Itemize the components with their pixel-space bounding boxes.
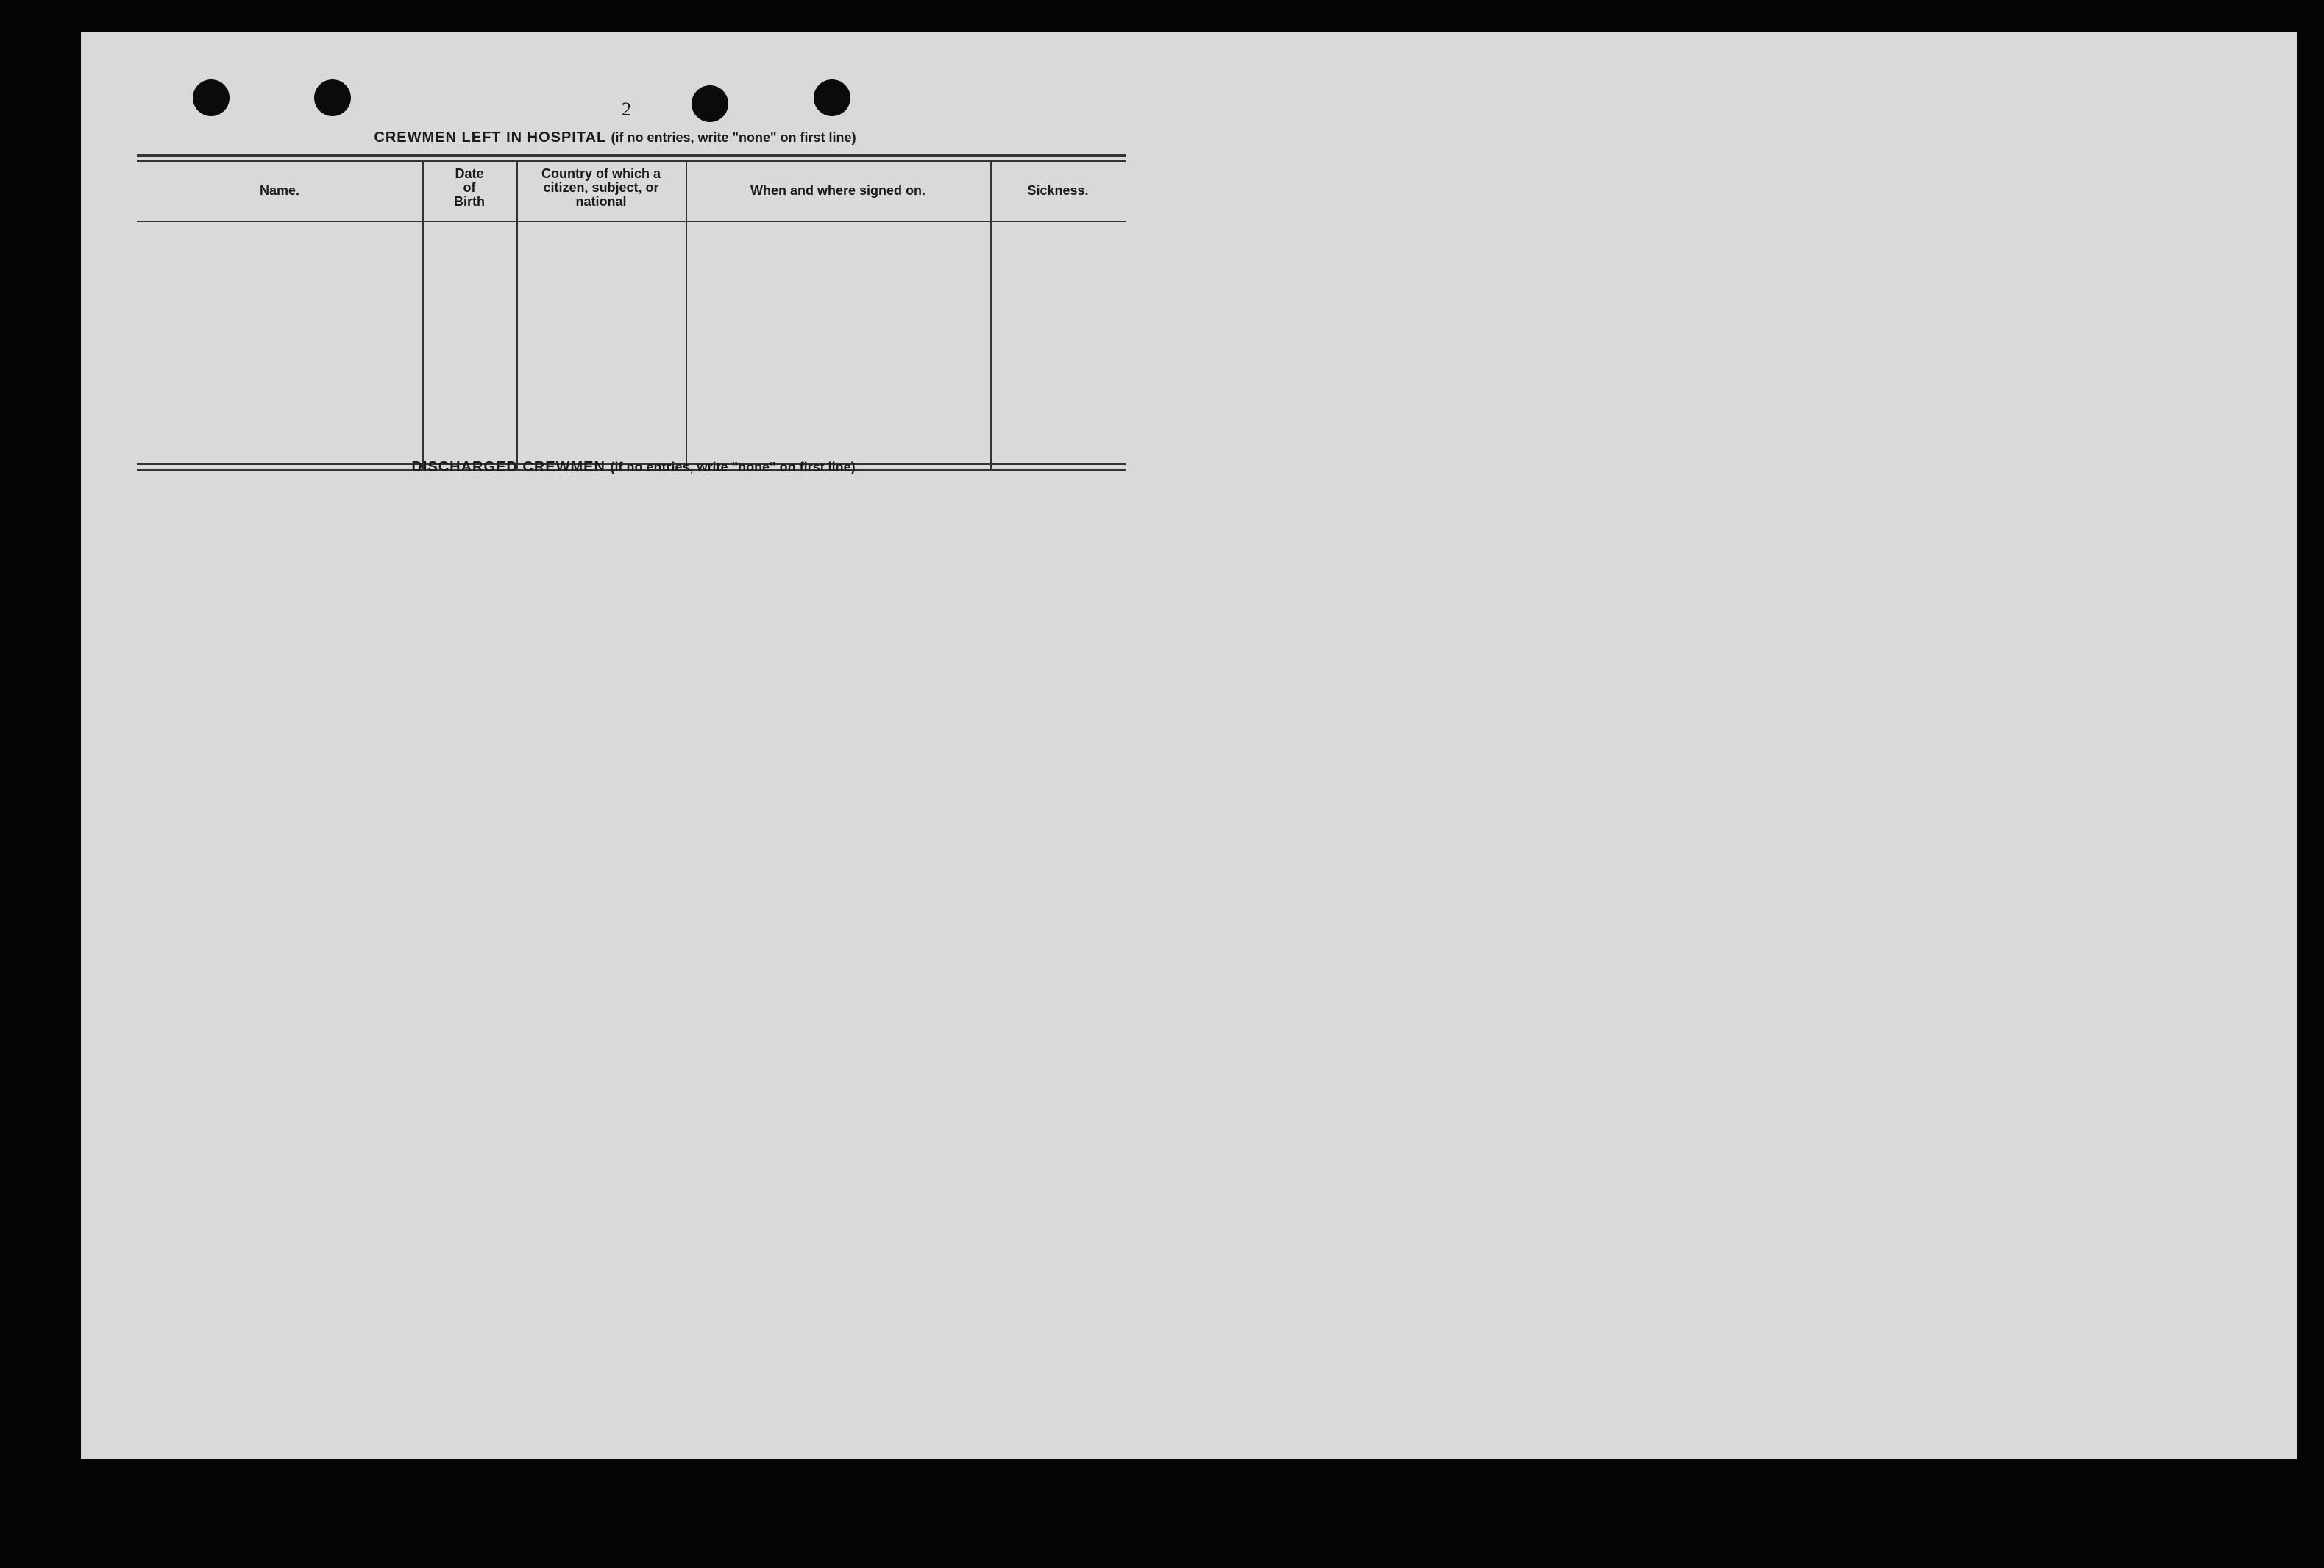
discharged-section-title (137, 459, 1130, 476)
section-title-text: CREWMEN LEFT IN HOSPITAL (374, 129, 606, 146)
hospital-section-title (137, 129, 1093, 146)
section-title-note: (if no entries, write "none" on first line) (611, 130, 856, 145)
table-top-rule (137, 154, 1126, 157)
column-divider (686, 160, 687, 469)
page-number: 2 (622, 99, 631, 120)
header-underline (137, 221, 1126, 222)
column-header-name: Name. (259, 183, 300, 198)
punch-hole (814, 79, 850, 116)
column-header-country: Country of which a citizen, subject, or national (541, 166, 661, 209)
column-header-signed-on: When and where signed on. (750, 183, 926, 198)
punch-hole (193, 79, 230, 116)
section-title-text: DISCHARGED CREWMEN (411, 459, 605, 475)
column-header-sickness: Sickness. (1027, 183, 1089, 198)
left-page (81, 32, 1189, 1459)
punch-hole (692, 85, 728, 122)
punch-hole (314, 79, 351, 116)
table-top-rule (137, 160, 1126, 162)
column-divider (990, 160, 992, 469)
section-title-note: (if no entries, write "none" on first line) (610, 460, 856, 474)
column-header-dob: Date of Birth (454, 166, 485, 209)
document-sheet (81, 32, 2297, 1459)
